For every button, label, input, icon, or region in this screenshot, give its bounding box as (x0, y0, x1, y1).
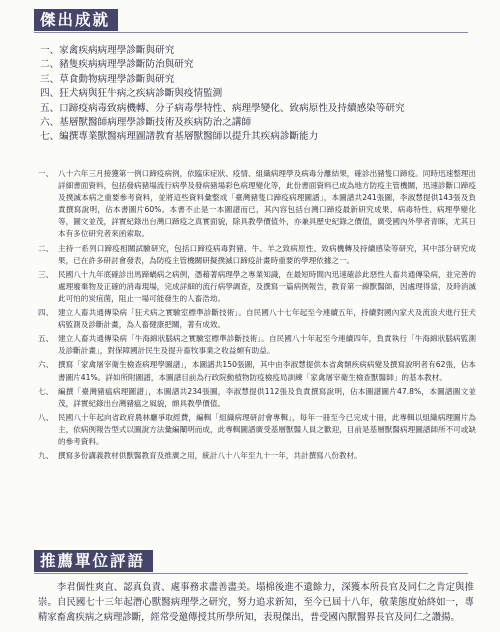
detail-text: 撰寫「家禽屠宰衛生檢查病理學圖譜」，本圖譜共150張圖，其中由李淑慧提供本省禽類疾病病變及撰寫說明者有62張，佔本書圖片41%。詳如所附圖譜，本圖譜目前為行政院動植物防疫檢疫局訓練「家禽屠宰衛生檢查獸醫師」的基本教材。 (58, 360, 476, 382)
detail-item (38, 359, 476, 383)
detail-number: 四、 (38, 308, 54, 318)
achievement-item: 五、口蹄疫病毒致病機轉、分子病毒學特性、病理學變化、致病原性及持續感染等研究 (40, 102, 405, 114)
achievements-heading-rule (34, 32, 468, 33)
detail-text: 八十六年三月接獲第一例口蹄疫病例，依臨床症狀、疫情、組織病理學及病毒分離結果，確診出豬隻口蹄疫。同時迅速整理出詳細書面資料，包括發病豬場流行病學及發病豬場彩色病理變化等，此份書面資料已成為地方防疫主管機關，迅速診斷口蹄疫及撲滅本病之重要參考資料，並將這些資料彙整成「臺灣豬隻口蹄疫病理圖譜」，本圖譜共241張圖，李淑慧提供143張及負責撰寫說明，佔本書圖片60%。本書不止是一本圖譜而已，其內容包括台灣口蹄疫最新研究成果、病毒特性、病理學變化等，圖文並茂，詳實紀錄出台灣口蹄疫之真實面貌，除具教學價值外，亦兼具歷史紀錄之價值，廣受國內外學者青睞，尤其日本有多位研究者來函索取。 (58, 169, 476, 239)
detail-text: 建立人畜共通傳染病「牛海綿狀腦病之實驗室標準診斷技術」。自民國八十年起至今連續四年，負責執行「牛海綿狀腦病監測及診斷計畫」，對保障國計民生及提升畜牧事業之收益頗有助益。 (58, 334, 476, 356)
detail-number: 五、 (38, 334, 54, 344)
detail-text: 撰寫多份講義教材供獸醫教育及推廣之用，統計八十八年至九十一年，共計撰寫八份教材。 (58, 451, 362, 461)
recommendation-heading: 推薦單位評語 (34, 550, 153, 572)
achievements-list (40, 44, 470, 145)
detail-text: 民國八十年起向省政府農林廳爭取經費，編輯「組織病理研討會專輯」，每年一冊至今已完成十冊，此專輯以組織病理圖片為主，依病例報告型式以圖說方法彙編闡明而成，此專輯圖譜廣受基層獸醫人員之歡迎，目前是基層獸醫病理圖譜師所不可或缺的參考資料。 (58, 412, 476, 446)
detail-item (38, 269, 476, 305)
detail-item (38, 307, 476, 331)
detail-text: 民國八十九年底確診出馬蹄蝸病之病例，憑藉著病理學之專業知識，在最短時間內迅速確診此惡性人畜共通傳染病，並完善的處理廢棄物及正確的消毒現場，完成詳細的流行病學調查，及撰寫一篇病例報告，教育第一線獸醫師，因處理得當，及時消滅此可怕的炭疽菌，阻止一場可能發生的人畜浩劫。 (58, 269, 476, 303)
achievement-item: 四、狂犬病與狂牛病之疾病診斷與疫情監測 (40, 88, 223, 100)
details-list (38, 168, 476, 464)
achievement-item: 七、編撰專業獸醫病理圖譜教育基層獸醫師以提升其疾病診斷能力 (40, 131, 319, 143)
detail-item (38, 243, 476, 267)
detail-number: 二、 (38, 243, 54, 253)
achievement-item: 二、豬隻疾病病理學診斷防治與研究 (40, 59, 194, 71)
recommendation-text: 李君個性爽直、認真負責、處事務求盡善盡美。塌棉後進不遺餘力，深獲本所長官及同仁之肯定與推崇。自民國七十三年起潛心獸醫病理學之研究，努力追求新知，至今已屆十八年，敬業態度始終如一，專精家畜禽疾病之病理診斷，經常受邀傳授其所學所知，表現傑出，普受國內獸醫界長官及同仁之讚揚。 (38, 582, 474, 624)
detail-number: 九、 (38, 451, 54, 461)
detail-item (38, 333, 476, 357)
detail-item (38, 168, 476, 241)
detail-number: 七、 (38, 386, 54, 396)
achievements-heading: 傑出成就 (34, 9, 118, 31)
detail-text: 主持一系列口蹄疫相關試驗研究，包括口蹄疫病毒對豬、牛、羊之致病原性、致病機轉及持續感染等研究，其中部分研究成果，已在許多研討會發表，為防疫主管機關研擬撲滅口蹄疫計畫時重要的學理依據之一。 (58, 243, 476, 265)
detail-item (38, 412, 476, 448)
achievement-item: 一、家禽疾病病理學診斷與研究 (40, 45, 175, 56)
detail-number: 六、 (38, 360, 54, 370)
detail-text: 建立人畜共通傳染病「狂犬病之實驗室標準診斷技術」。自民國八十七年起至今連續五年，持續對國內家犬及流浪犬進行狂犬病監測及診斷計畫，為人畜健康把關，著有成效。 (58, 308, 476, 330)
detail-item (38, 450, 476, 462)
detail-text: 編撰「臺灣豬瘟病理圖譜」，本圖譜共234張圖，李淑慧提供112張及負責撰寫說明，佔本圖譜圖片47.8%，本圖譜圖文並茂，詳實紀錄出台灣豬瘟之風貌，頗具教學價值。 (58, 386, 476, 408)
achievement-item: 三、草食動物病理學診斷與研究 (40, 73, 175, 85)
detail-number: 八、 (38, 412, 54, 422)
achievement-item: 六、基層獸醫師病理學診斷技術及疾病防治之講師 (40, 117, 252, 129)
detail-number: 一、 (38, 169, 54, 178)
detail-number: 三、 (38, 269, 54, 279)
detail-item (38, 386, 476, 410)
recommendation-heading-rule (34, 573, 468, 574)
